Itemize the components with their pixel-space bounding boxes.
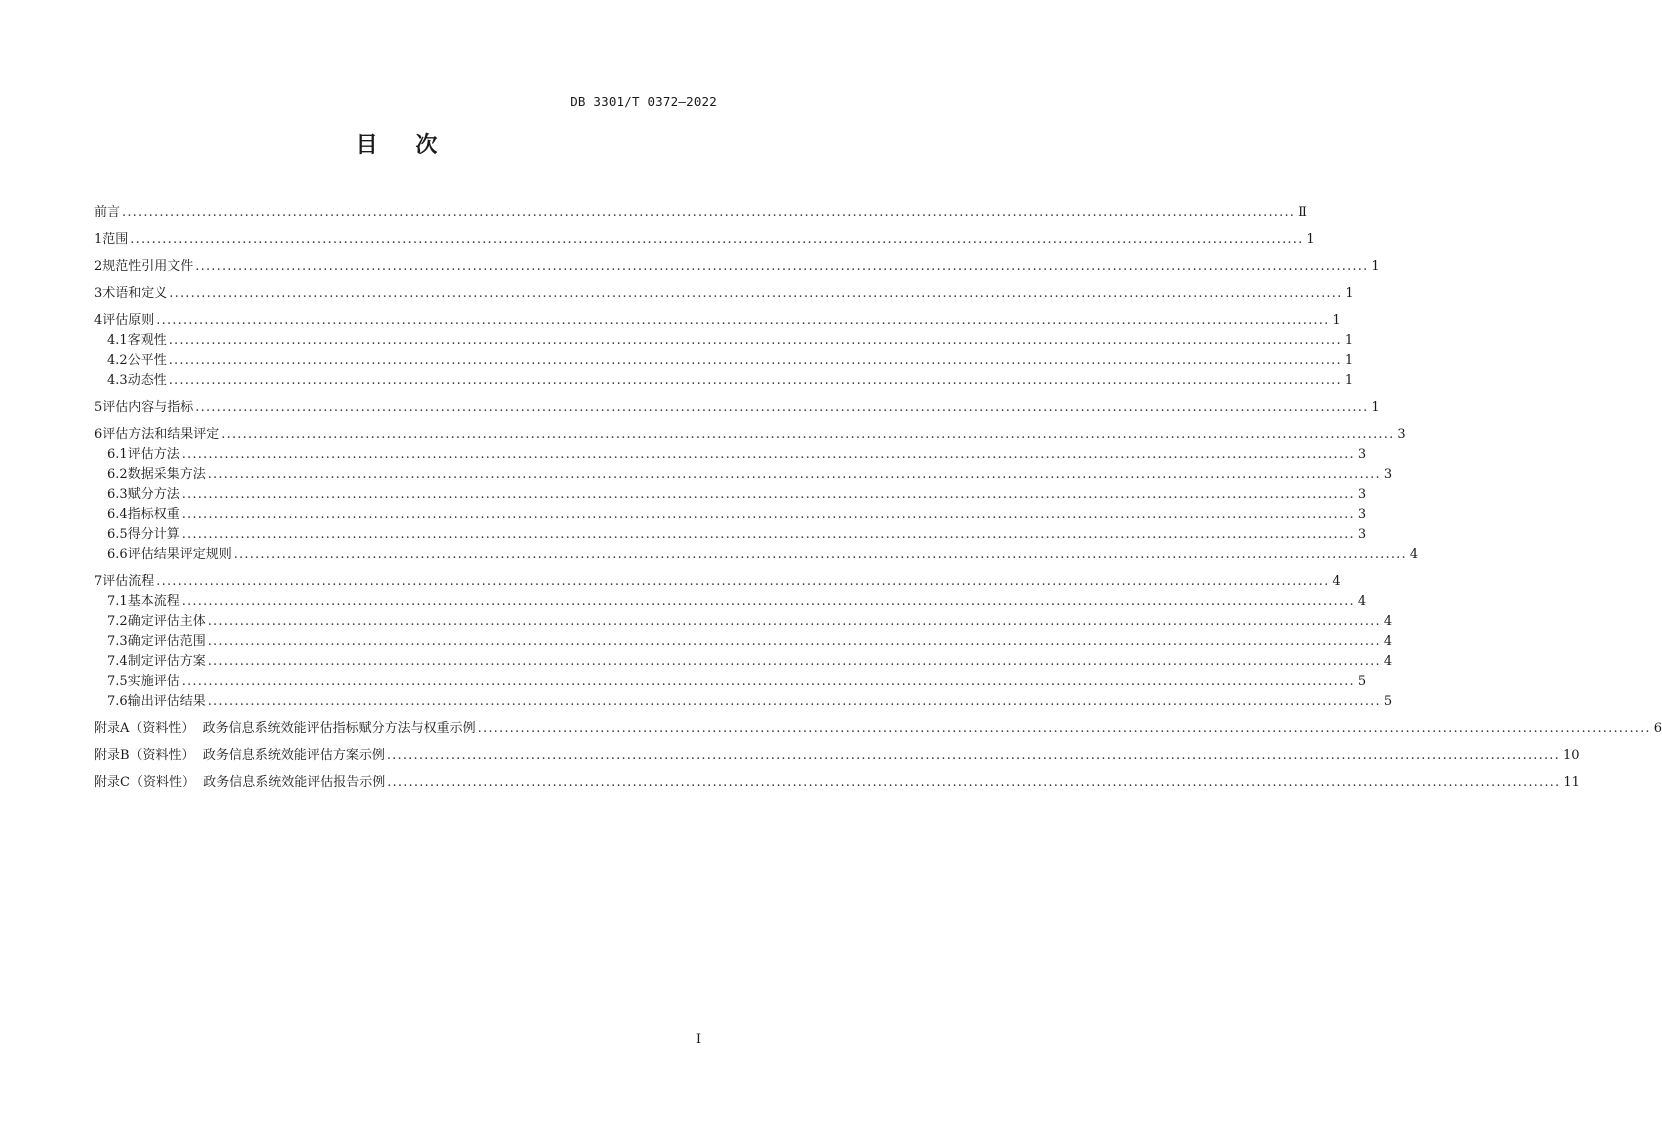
toc-entry[interactable] [94,689,1393,709]
toc-entry-page: 4 [1409,547,1419,562]
toc-dot-leader: ............................................................................................................................................................................................................................ [168,333,1342,348]
toc-entry-number: 7.4 [107,654,128,669]
toc-entry-label: 评估流程 [102,574,155,589]
toc-dot-leader: ............................................................................................................................................................................................................................ [221,427,1395,442]
toc-entry[interactable] [94,368,1354,388]
toc-entry-label: 评估方法和结果评定 [102,427,220,442]
toc-dot-leader: ............................................................................................................................................................................................................................ [386,748,1560,763]
toc-entry[interactable] [94,669,1367,689]
toc-entry[interactable] [94,629,1393,649]
toc-entry-page: 3 [1383,467,1393,482]
toc-entry[interactable] [94,308,1341,328]
toc-entry[interactable] [94,716,1662,736]
toc-entry-label: 输出评估结果 [127,694,206,709]
toc-entry-page: 4 [1383,614,1393,629]
toc-entry-page: 1 [1344,333,1354,348]
toc-entry-page: 4 [1332,574,1341,589]
toc-entry-number: 5 [94,400,103,415]
toc-entry-page: 4 [1383,654,1393,669]
toc-entry-number: 6.6 [107,547,128,562]
toc-dot-leader: ............................................................................................................................................................................................................................ [122,205,1296,220]
toc-entry-page: 1 [1345,286,1354,301]
toc-entry-number: 2 [94,259,103,274]
toc-entry-page: 10 [1562,748,1580,763]
toc-entry[interactable] [94,743,1580,763]
toc-entry[interactable] [94,281,1354,301]
toc-entry-page: 5 [1383,694,1393,709]
toc-dot-leader: ............................................................................................................................................................................................................................ [181,507,1355,522]
toc-entry[interactable] [94,254,1380,274]
toc-entry-label: 动态性 [127,373,167,388]
toc-entry-label: 前言 [94,205,121,220]
toc-entry-number: 4.2 [107,353,128,368]
toc-dot-leader: ............................................................................................................................................................................................................................ [156,313,1330,328]
toc-entry-label: 确定评估主体 [127,614,206,629]
toc-entry[interactable] [94,462,1393,482]
toc-entry-page: 1 [1371,259,1380,274]
toc-entry-page: 11 [1563,775,1580,790]
toc-dot-leader: ............................................................................................................................................................................................................................ [168,353,1342,368]
toc-entry-number: 6.4 [107,507,128,522]
toc-entry-number: 3 [94,286,103,301]
toc-entry-number: 7.6 [107,694,128,709]
toc-entry[interactable] [94,442,1367,462]
toc-entry-label: 规范性引用文件 [102,259,194,274]
toc-dot-leader: ............................................................................................................................................................................................................................ [207,654,1381,669]
toc-entry[interactable] [94,502,1367,522]
toc-entry-number: 6.2 [107,467,128,482]
toc-entry-label: 评估方法 [127,447,180,462]
toc-entry[interactable] [94,542,1419,562]
toc-dot-leader: ............................................................................................................................................................................................................................ [207,694,1381,709]
toc-entry-label: 范围 [102,232,129,247]
toc-entry-label: 公平性 [127,353,167,368]
toc-entry[interactable] [94,609,1393,629]
toc-entry-label: 评估结果评定规则 [127,547,232,562]
toc-entry-page: 1 [1371,400,1380,415]
toc-entry-label: 指标权重 [127,507,180,522]
document-code: DB 3301/T 0372—2022 [570,94,717,109]
toc-entry-label: 制定评估方案 [127,654,206,669]
toc-entry-number: 4 [94,313,103,328]
toc-entry-page: 1 [1332,313,1341,328]
toc-dot-leader: ............................................................................................................................................................................................................................ [477,721,1651,736]
toc-entry-label: 确定评估范围 [127,634,206,649]
toc-dot-leader: ............................................................................................................................................................................................................................ [207,634,1381,649]
toc-dot-leader: ............................................................................................................................................................................................................................ [156,574,1330,589]
toc-entry[interactable] [94,482,1367,502]
toc-entry-number: 4.1 [107,333,128,348]
toc-entry-page: 4 [1357,594,1367,609]
table-of-contents [94,200,1662,790]
toc-entry-label: 附录B（资料性） 政务信息系统效能评估方案示例 [94,748,385,763]
toc-entry[interactable] [94,348,1354,368]
toc-dot-leader: ............................................................................................................................................................................................................................ [181,527,1355,542]
toc-entry[interactable] [94,395,1380,415]
toc-entry-number: 7 [94,574,103,589]
toc-entry-page: 1 [1306,232,1315,247]
toc-entry-label: 术语和定义 [102,286,168,301]
toc-dot-leader: ............................................................................................................................................................................................................................ [207,614,1381,629]
toc-entry-label: 基本流程 [127,594,180,609]
toc-entry-page: 3 [1357,507,1367,522]
toc-dot-leader: ............................................................................................................................................................................................................................ [233,547,1407,562]
toc-dot-leader: ............................................................................................................................................................................................................................ [207,467,1381,482]
toc-title-char: 次 [415,133,438,158]
toc-dot-leader: ............................................................................................................................................................................................................................ [130,232,1304,247]
toc-entry[interactable] [94,200,1307,220]
toc-entry[interactable] [94,589,1367,609]
toc-entry[interactable] [94,227,1315,247]
toc-entry-label: 数据采集方法 [127,467,206,482]
toc-entry-number: 7.3 [107,634,128,649]
toc-entry-label: 实施评估 [127,674,180,689]
toc-dot-leader: ............................................................................................................................................................................................................................ [181,447,1355,462]
page-number: I [695,1032,701,1047]
toc-entry-number: 7.5 [107,674,128,689]
toc-entry-number: 7.1 [107,594,128,609]
toc-dot-leader: ............................................................................................................................................................................................................................ [181,674,1355,689]
toc-dot-leader: ............................................................................................................................................................................................................................ [387,775,1561,790]
toc-entry-page: 3 [1357,487,1367,502]
toc-entry-number: 4.3 [107,373,128,388]
toc-entry-number: 6.1 [107,447,128,462]
toc-entry-page: 1 [1344,353,1354,368]
toc-entry[interactable] [94,522,1367,542]
toc-entry-page: Ⅱ [1298,205,1307,220]
toc-entry-page: 3 [1357,447,1367,462]
toc-dot-leader: ............................................................................................................................................................................................................................ [169,286,1343,301]
toc-entry-number: 6.5 [107,527,128,542]
toc-entry-label: 附录A（资料性） 政务信息系统效能评估指标赋分方法与权重示例 [94,721,476,736]
toc-entry-page: 4 [1383,634,1393,649]
toc-entry-label: 附录C（资料性） 政务信息系统效能评估报告示例 [94,775,386,790]
toc-entry-number: 6.3 [107,487,128,502]
toc-entry-number: 1 [94,232,103,247]
toc-title-char: 目 [355,133,378,158]
toc-entry-label: 评估原则 [102,313,155,328]
toc-dot-leader: ............................................................................................................................................................................................................................ [195,400,1369,415]
toc-entry-page: 6 [1653,721,1662,736]
toc-entry-label: 得分计算 [127,527,180,542]
toc-entry-number: 6 [94,427,103,442]
toc-entry-page: 3 [1397,427,1406,442]
toc-dot-leader: ............................................................................................................................................................................................................................ [181,487,1355,502]
toc-entry[interactable] [94,569,1341,589]
toc-entry[interactable] [94,422,1406,442]
toc-entry-label: 评估内容与指标 [102,400,194,415]
toc-dot-leader: ............................................................................................................................................................................................................................ [195,259,1369,274]
toc-entry-page: 3 [1357,527,1367,542]
toc-entry-label: 赋分方法 [127,487,180,502]
toc-entry-label: 客观性 [127,333,167,348]
toc-dot-leader: ............................................................................................................................................................................................................................ [181,594,1355,609]
toc-entry[interactable] [94,328,1354,348]
toc-entry-number: 7.2 [107,614,128,629]
toc-entry-page: 5 [1357,674,1367,689]
toc-entry[interactable] [94,770,1580,790]
toc-dot-leader: ............................................................................................................................................................................................................................ [168,373,1342,388]
toc-entry[interactable] [94,649,1393,669]
toc-title [0,128,793,159]
toc-entry-page: 1 [1344,373,1354,388]
